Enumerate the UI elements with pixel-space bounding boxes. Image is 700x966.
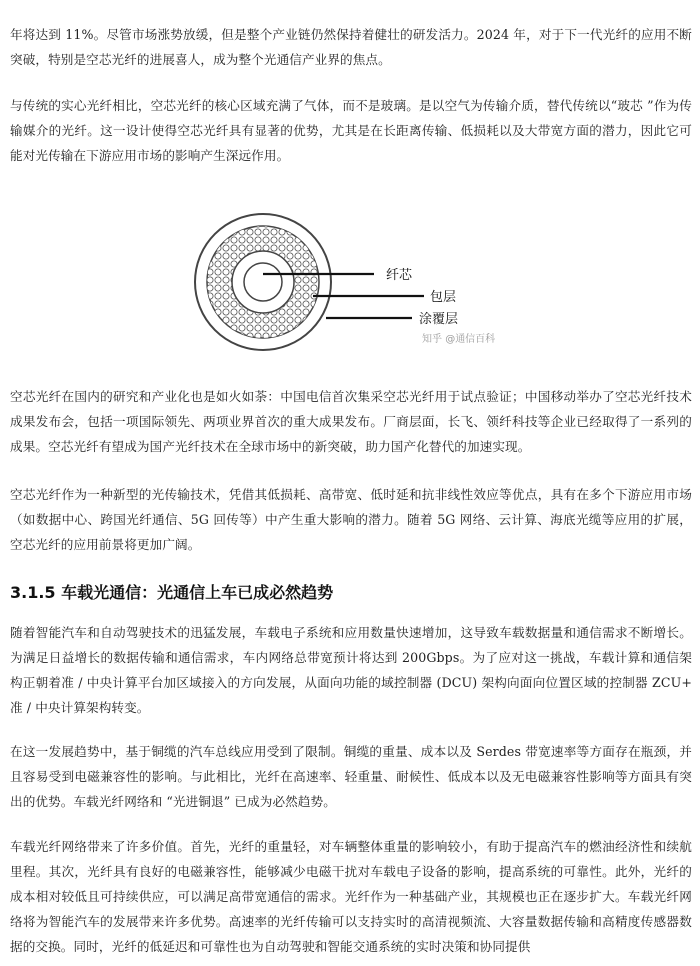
label-core: 纤芯 [386,268,413,283]
paragraph-hollow-core-definition: 与传统的实心光纤相比，空芯光纤的核心区域充满了气体，而不是玻璃。是以空气为传输介质，替代传统以“玻芯 ”作为传输媒介的光纤。这一设计使得空芯光纤具有显著的优势，尤其是在长距离传输、低损耗以及大带宽方面的潜力，因此它可能对光传输在下游应用市场的影响产生深远作用。 [10,98,692,163]
fiber-cross-section-figure [190,212,510,352]
paragraph-applications: 空芯光纤作为一种新型的光传输技术，凭借其低损耗、高带宽、低时延和抗非线性效应等优点，具有在多个下游应用市场（如数据中心、跨国光纤通信、5G 回传等）中产生重大影响的潜力。随着 5G 网络、云计算、海底光缆等应用的扩展，空芯光纤的应用前景将更加广阔。 [10,487,692,552]
watermark-zhihu: 知乎 [422,334,442,345]
label-coating: 涂覆层 [419,312,459,327]
section-heading-3-1-5: 3.1.5 车载光通信：光通信上车已成必然趋势 [10,583,334,602]
paragraph-copper-limits: 在这一发展趋势中，基于铜缆的汽车总线应用受到了限制。铜缆的重量、成本以及 Serdes 带宽速率等方面存在瓶颈，并且容易受到电磁兼容性的影响。与此相比，光纤在高速率、轻重量、耐候性、低成本以及无电磁兼容性影响等方面具有突出的优势。车载光纤网络和 “光进铜退” 已成为必然趋势。 [10,744,692,809]
paragraph-intro: 年将达到 11%。尽管市场涨势放缓，但是整个产业链仍然保持着健壮的研发活力。2024 年，对于下一代光纤的应用不断突破，特别是空芯光纤的进展喜人，成为整个光通信产业界的焦点。 [10,27,692,67]
hollow-core [244,263,282,301]
label-cladding: 包层 [430,290,457,305]
paragraph-vehicle-fiber-value: 车载光纤网络带来了许多价值。首先，光纤的重量轻，对车辆整体重量的影响较小，有助于提高汽车的燃油经济性和续航里程。其次，光纤具有良好的电磁兼容性，能够减少电磁干扰对车载电子设备的影响，提高系统的可靠性。此外，光纤的成本相对较低且可持续供应，可以满足高带宽通信的需求。光纤作为一种基础产业，其规模也正在逐步扩大。车载光纤网络将为智能汽车的发展带来许多优势。高速率的光纤传输可以支持实时的高清视频流、大容量数据传输和高精度传感器数据的交换。同时，光纤的低延迟和可靠性也为自动驾驶和智能交通系统的实时决策和协同提供 [10,839,692,954]
figure-watermark [422,330,495,345]
watermark-source: @通信百科 [445,334,496,345]
paragraph-automotive-trend: 随着智能汽车和自动驾驶技术的迅猛发展，车载电子系统和应用数量快速增加，这导致车载数据量和通信需求不断增长。为满足日益增长的数据传输和通信需求，车内网络总带宽预计将达到 200Gbps。为了应对这一挑战，车载计算和通信架构正朝着准 / 中央计算平台加区域接入的方向发展，从面向功能的域控制器 (DCU) 架构向面向位置区域的控制器 ZCU+ 准 / 中央计算架构转变。 [10,625,692,715]
paragraph-domestic-progress: 空芯光纤在国内的研究和产业化也是如火如荼：中国电信首次集采空芯光纤用于试点验证；中国移动举办了空芯光纤技术成果发布会，包括一项国际领先、两项业界首次的重大成果发布。厂商层面，长飞、领纤科技等企业已经取得了一系列的成果。空芯光纤有望成为国产光纤技术在全球市场中的新突破，助力国产化替代的加速实现。 [10,389,692,454]
